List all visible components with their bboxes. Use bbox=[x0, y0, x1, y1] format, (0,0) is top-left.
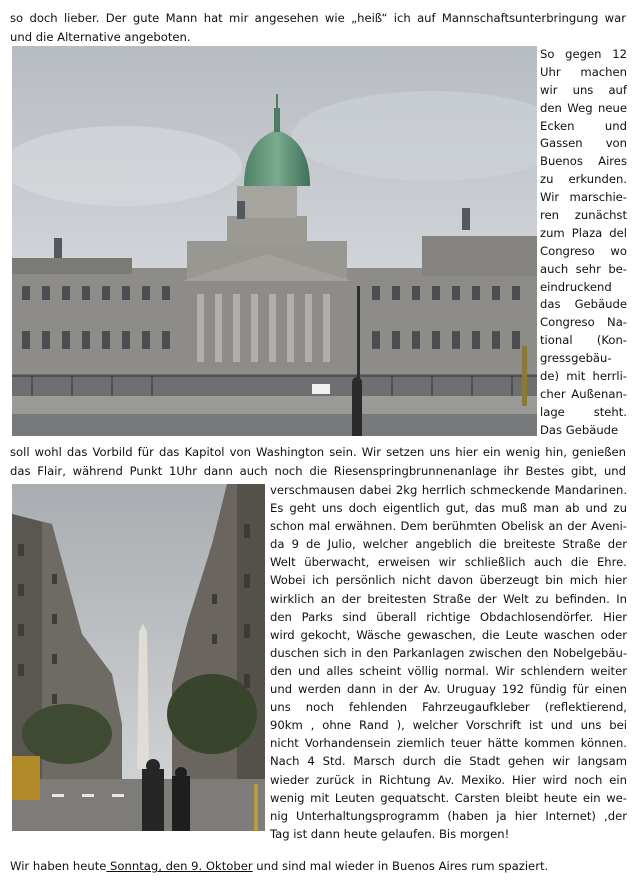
right-line: ren zunächst bbox=[540, 208, 627, 223]
right-line: Buenos Aires bbox=[540, 154, 627, 169]
body-line: wenig mit Leuten gequatscht. Carsten bleibt heute ein we- bbox=[270, 790, 627, 805]
body-line: den und alles scheint völlig normal. Wir schlendern weiter bbox=[270, 663, 627, 678]
right-line: auch sehr be- bbox=[540, 261, 627, 276]
body-line: Wobei ich persönlich nicht davon überzeugt bin mich hier bbox=[270, 573, 627, 588]
body-line: Nach 4 Std. Marsch durch die Stadt gehen wir langsam bbox=[270, 754, 627, 769]
congreso-building-image bbox=[12, 46, 537, 436]
footer-date: Sonntag, den 9. Oktober bbox=[106, 859, 253, 873]
right-line: Wir marschie- bbox=[540, 190, 627, 205]
body-line: da 9 de Julio, welcher angeblich die breiteste Straße der bbox=[270, 537, 627, 552]
right-line: Ecken und bbox=[540, 118, 627, 133]
right-line: tional (Kon- bbox=[540, 333, 627, 348]
body-line: duschen sich in den Parkanlagen zwischen den Nobelgebäu- bbox=[270, 645, 627, 660]
footer-line bbox=[10, 857, 626, 875]
right-line: lage steht. bbox=[540, 404, 627, 419]
right-line: Congreso Na- bbox=[540, 315, 627, 330]
body-line: verschmausen dabei 2kg herrlich schmeckende Mandarinen. bbox=[270, 483, 627, 497]
right-line: de) mit herrli- bbox=[540, 369, 627, 384]
congreso-photo bbox=[12, 46, 537, 436]
obelisk-street-image bbox=[12, 484, 265, 831]
right-line: eindruckend bbox=[540, 279, 612, 294]
body-line: 90km , ohne Rand ), welcher Vorschrift ist und uns bei bbox=[270, 718, 627, 733]
body-line: schon mal erwähnen. Dem berühmten Obelisk an der Aveni- bbox=[270, 519, 627, 534]
body-line: wirklich an der breitesten Straße der Welt zu befinden. In bbox=[270, 591, 627, 606]
middle-line-1: soll wohl das Vorbild für das Kapitol von Washington sein. Wir setzen uns hier ein wenig hin, genießen bbox=[10, 445, 626, 459]
right-line: Congreso wo bbox=[540, 243, 627, 258]
right-line: gressgebäu- bbox=[540, 351, 612, 366]
right-line: Gassen von bbox=[540, 136, 627, 151]
body-line: Es geht uns doch eigentlich gut, das muß man ab und zu bbox=[270, 501, 627, 516]
body-line: nicht Vorhandensein ziemlich teuer hätte kommen können. bbox=[270, 736, 627, 751]
right-line: den Weg neue bbox=[540, 100, 627, 115]
right-line: Uhr machen bbox=[540, 64, 627, 79]
right-line: cher Außenan- bbox=[540, 386, 627, 401]
body-line: und werden dann in der Av. Uruguay 192 fündig für einen bbox=[270, 682, 627, 697]
intro-line-2: und die Alternative angeboten. bbox=[10, 30, 191, 44]
right-line: zum Plaza del bbox=[540, 225, 627, 240]
body-line: wieder zurück in Richtung Av. Mexiko. Hier wird noch ein bbox=[270, 772, 627, 787]
left-photo-text-column bbox=[270, 481, 627, 843]
intro-line-1: so doch lieber. Der gute Mann hat mir angesehen wie „heiß“ ich auf Mannschaftsunterbringung war bbox=[10, 11, 626, 25]
body-line: nig Unterhaltungsprogramm (haben ja hier Internet) ,der bbox=[270, 808, 627, 823]
right-line: das Gebäude bbox=[540, 297, 627, 312]
right-text-column bbox=[540, 46, 627, 440]
right-line: wir uns auf bbox=[540, 82, 627, 97]
body-line: uns noch fehlenden Fahrzeugaufkleber (reflektierend, bbox=[270, 700, 627, 715]
body-line: Welt überwacht, erweisen wir schließlich auch die Ehre. bbox=[270, 555, 627, 570]
body-line: Tag ist dann heute gelaufen. Bis morgen! bbox=[270, 826, 510, 841]
right-line: Das Gebäude bbox=[540, 422, 619, 437]
footer-text-before: Wir haben heute bbox=[10, 859, 107, 873]
footer-text-after: und sind mal wieder in Buenos Aires rum spaziert. bbox=[252, 859, 549, 873]
right-line: So gegen 12 bbox=[540, 47, 627, 61]
right-line: zu erkunden. bbox=[540, 172, 627, 187]
obelisk-photo bbox=[12, 484, 265, 831]
body-line: den Parks sind überall richtige Obdachlosendörfer. Hier bbox=[270, 609, 627, 624]
middle-line-2: das Flair, während Punkt 1Uhr dann auch noch die Riesenspringbrunnenanlage ihr Bestes gibt, und bbox=[10, 464, 626, 478]
body-line: wird gekocht, Wäsche gewaschen, die Leute waschen oder bbox=[270, 627, 627, 642]
